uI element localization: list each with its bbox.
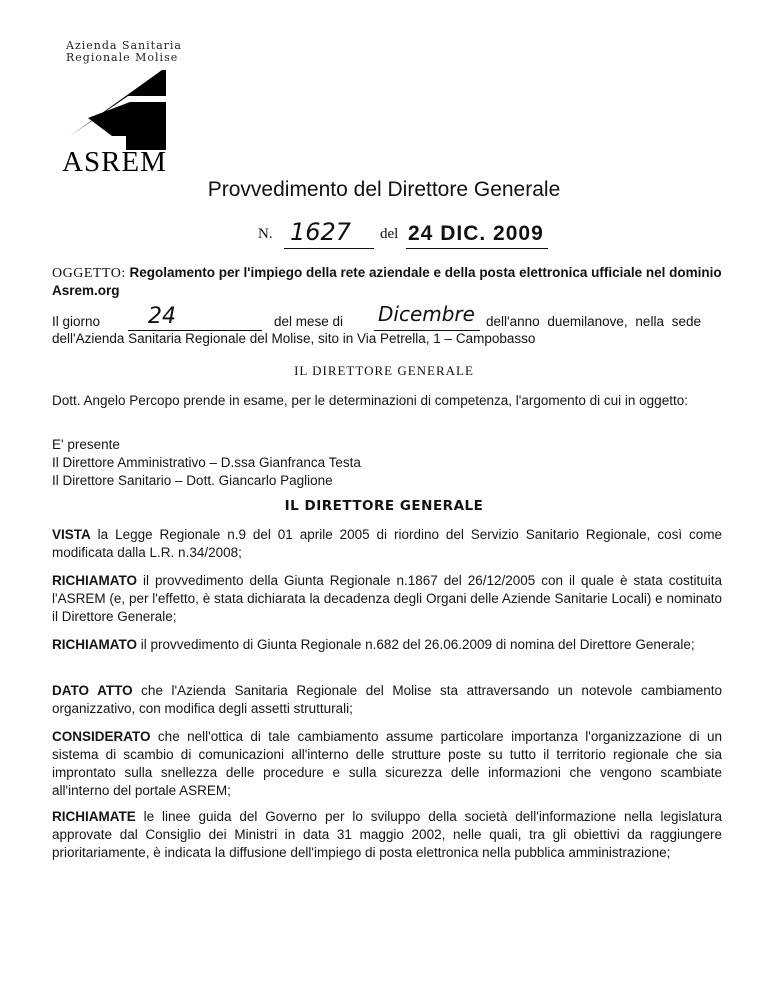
heading-director: IL DIRETTORE GENERALE xyxy=(294,363,474,378)
date-stamp: 24 DIC. 2009 xyxy=(408,222,544,245)
month-value-handwritten: Dicembre xyxy=(378,302,475,326)
paragraph-dato-atto xyxy=(52,682,722,718)
number-value-handwritten: 1627 xyxy=(290,218,352,246)
date-location-line xyxy=(52,302,722,348)
present-label: E' presente xyxy=(52,437,120,452)
intro-paragraph: Dott. Angelo Percopo prende in esame, per le determinazioni di competenza, l'argomento di cui in oggetto: xyxy=(52,393,688,408)
paragraph-richiamato-1 xyxy=(52,572,722,626)
paragraph-text: la Legge Regionale n.9 del 01 aprile 2005 di riordino del Servizio Sanitario Regionale, così come modificata dalla L.R. n.34/2008; xyxy=(52,527,722,560)
document-number-line xyxy=(254,216,554,256)
org-line-1: Azienda Sanitaria xyxy=(66,39,182,52)
paragraph-keyword: RICHIAMATO xyxy=(52,573,137,588)
paragraph-keyword: CONSIDERATO xyxy=(52,729,151,744)
subject-text: Regolamento per l'impiego della rete aziendale e della posta elettronica ufficiale nel dominio Asrem.org xyxy=(52,265,722,298)
paragraph-keyword: VISTA xyxy=(52,527,91,542)
org-line-2: Regionale Molise xyxy=(66,51,179,64)
year-text: dell'anno duemilanove, nella sede xyxy=(486,314,701,329)
paragraph-text: il provvedimento della Giunta Regionale n.1867 del 26/12/2005 con il quale è stata costituita l'ASREM (e, per l'effetto, è stata dichiarata la decadenza degli Organi delle Aziende Sanitarie Locali) e nominato il Direttore Generale; xyxy=(52,573,722,624)
day-prefix: Il giorno xyxy=(52,314,101,329)
paragraph-richiamato-2 xyxy=(52,636,722,654)
month-prefix: del mese di xyxy=(274,314,344,329)
paragraph-text: che l'Azienda Sanitaria Regionale del Molise sta attraversando un notevole cambiamento organizzativo, con modifica degli assetti strutturali; xyxy=(52,683,722,716)
day-value-handwritten: 24 xyxy=(148,304,176,329)
paragraph-keyword: RICHIAMATO xyxy=(52,637,137,652)
document-title: Provvedimento del Direttore Generale xyxy=(207,178,561,201)
paragraph-keyword: DATO ATTO xyxy=(52,683,133,698)
asrem-logo-icon xyxy=(66,66,182,154)
subject-label: OGGETTO: xyxy=(52,266,126,281)
paragraph-richiamate xyxy=(52,808,722,862)
heading-director-bold: IL DIRETTORE GENERALE xyxy=(284,498,484,514)
brand-wordmark: ASREM xyxy=(62,146,167,178)
subject xyxy=(52,264,722,299)
date-label: del xyxy=(380,226,399,242)
paragraph-considerato xyxy=(52,728,722,800)
organization-name xyxy=(66,40,182,64)
paragraph-vista xyxy=(52,526,722,562)
location-line: dell'Azienda Sanitaria Regionale del Molise, sito in Via Petrella, 1 – Campobasso xyxy=(52,331,536,346)
present-admin-director: Il Direttore Amministrativo – D.ssa Gianfranca Testa xyxy=(52,455,361,470)
number-label: N. xyxy=(258,226,273,242)
attendees xyxy=(52,436,722,490)
paragraph-text: le linee guida del Governo per lo sviluppo della società dell'informazione nella legislatura approvate dal Consiglio dei Ministri in data 31 maggio 2002, nelle quali, tra gli obiettivi da raggiungere prioritariamente, è indicata la diffusione dell'impiego di posta elettronica nella pubblica amministrazione; xyxy=(52,809,722,860)
paragraph-text: che nell'ottica di tale cambiamento assume particolare importanza l'organizzazione di un sistema di scambio di comunicazioni all'interno delle strutture poste su tutto il territorio regionale che sia improntato sulla snellezza delle procedure e sulla sicurezza delle informazioni che vengono scambiate all'interno del portale ASREM; xyxy=(52,729,722,798)
paragraph-keyword: RICHIAMATE xyxy=(52,809,136,824)
paragraph-text: il provvedimento di Giunta Regionale n.682 del 26.06.2009 di nomina del Direttore Generale; xyxy=(137,637,695,652)
present-health-director: Il Direttore Sanitario – Dott. Giancarlo Paglione xyxy=(52,473,333,488)
